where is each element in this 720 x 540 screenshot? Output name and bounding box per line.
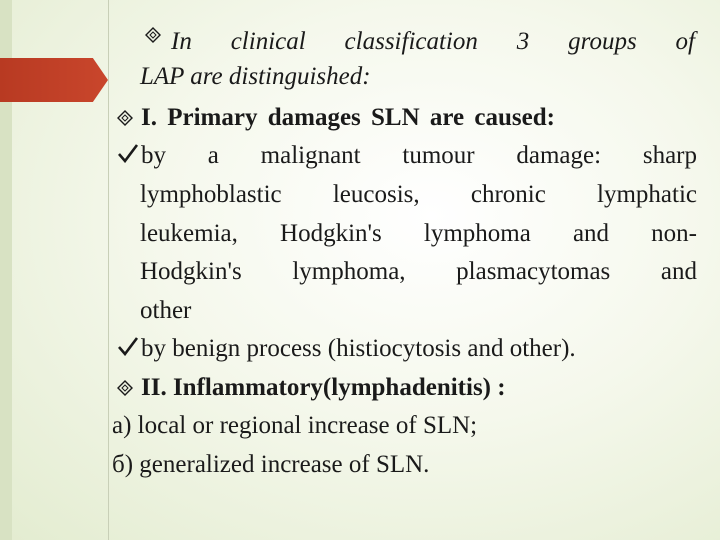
malignant-line-5: other bbox=[140, 297, 192, 324]
malignant-line-3: leukemia, Hodgkin's lymphoma and non- bbox=[140, 220, 697, 247]
accent-arrow-bar bbox=[0, 58, 108, 102]
intro-line-2: LAP are distinguished: bbox=[140, 63, 371, 90]
local-increase-line: a) local or regional increase of SLN; bbox=[112, 412, 478, 439]
benign-text: by benign process (histiocytosis and other). bbox=[141, 335, 576, 362]
benign-line bbox=[117, 334, 576, 364]
vertical-divider-line bbox=[108, 0, 109, 540]
primary-heading-text: I. Primary damages SLN are caused: bbox=[141, 104, 555, 131]
intro-line-1-content bbox=[145, 27, 695, 57]
malignant-line-1 bbox=[117, 141, 697, 171]
diamond-icon bbox=[117, 380, 133, 396]
diamond-icon bbox=[145, 27, 161, 43]
inflammatory-heading bbox=[117, 373, 506, 403]
intro-line-1 bbox=[145, 27, 695, 57]
check-icon bbox=[117, 141, 139, 161]
diamond-icon bbox=[117, 110, 133, 126]
inflammatory-heading-text: II. Inflammatory(lymphadenitis) : bbox=[141, 374, 506, 401]
check-icon bbox=[117, 334, 139, 354]
malignant-text-line-1: by a malignant tumour damage: sharp bbox=[141, 142, 697, 169]
generalized-increase-line: б) generalized increase of SLN. bbox=[112, 451, 430, 478]
primary-heading bbox=[117, 103, 555, 133]
malignant-line-4: Hodgkin's lymphoma, plasmacytomas and bbox=[140, 258, 697, 285]
malignant-line-2: lymphoblastic leucosis, chronic lymphatic bbox=[140, 181, 697, 208]
intro-text-line-1: In clinical classification 3 groups of bbox=[171, 28, 695, 55]
